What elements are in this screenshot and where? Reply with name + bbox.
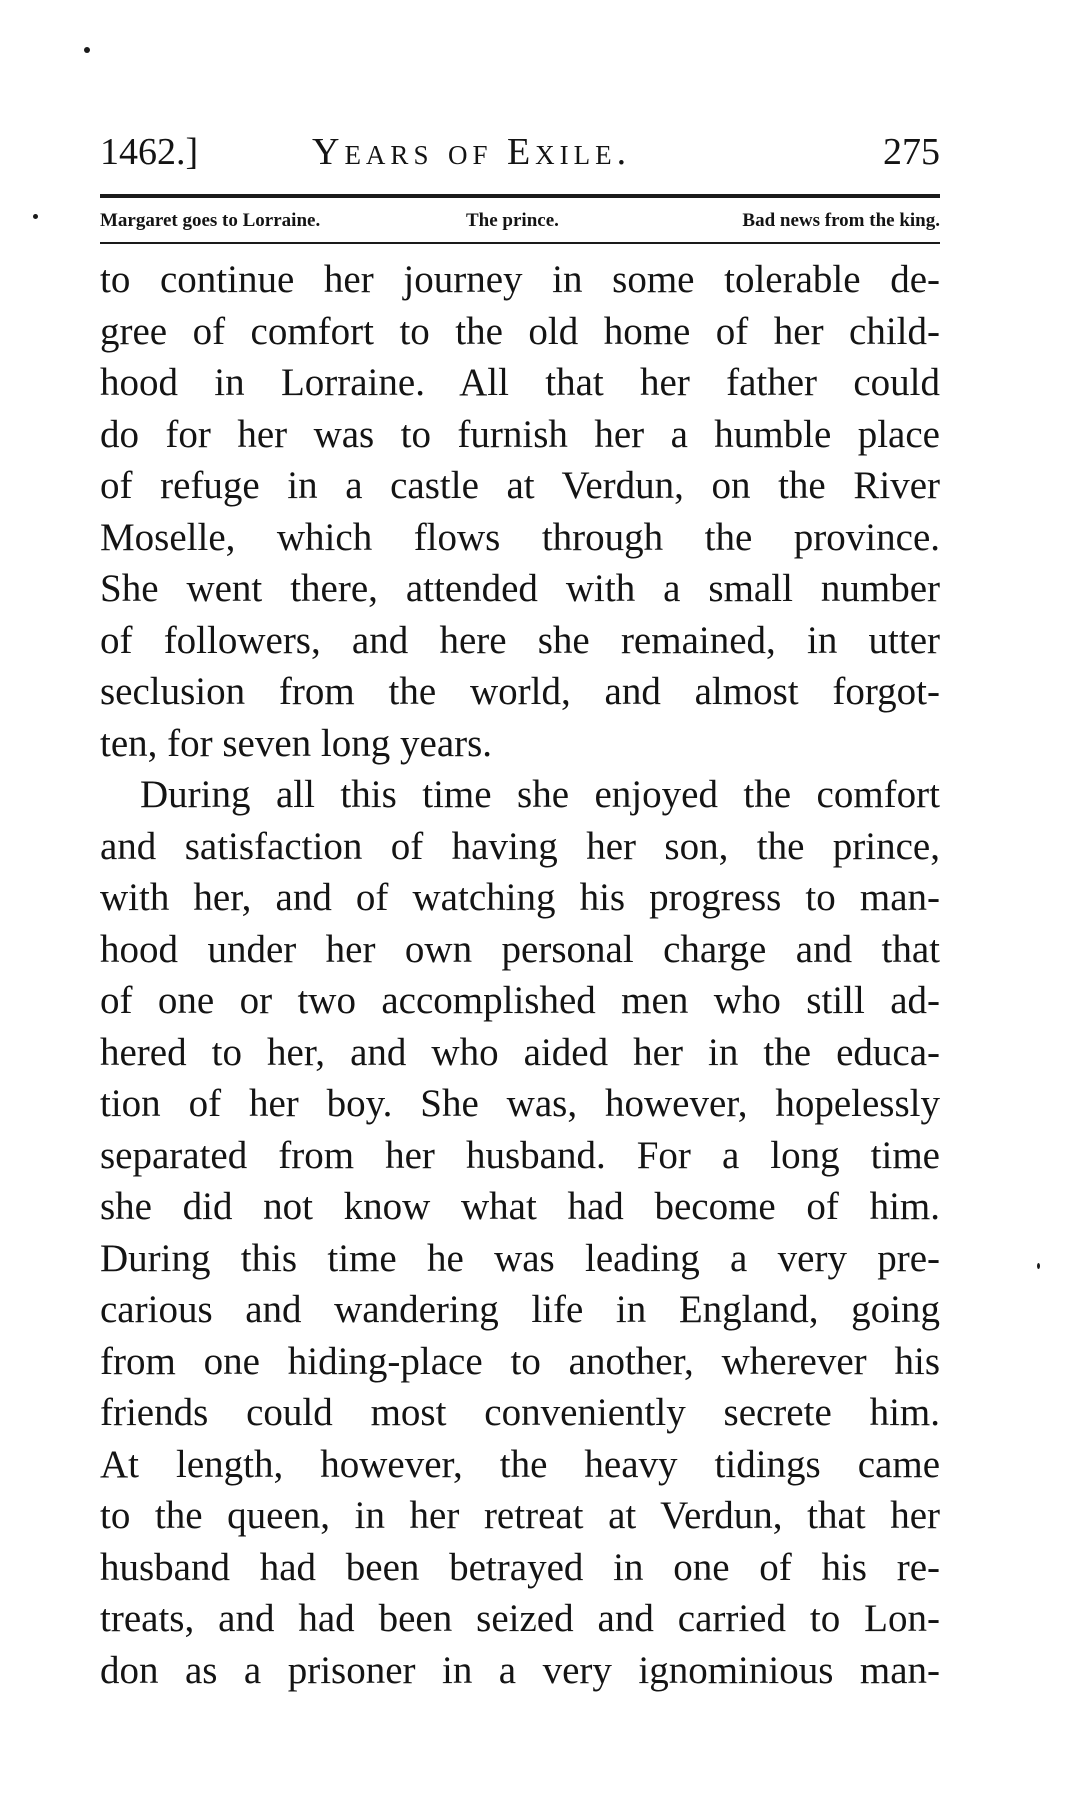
text-line: tion of her boy. She was, however, hopelessly <box>100 1082 940 1125</box>
subject-heading: Bad news from the king. <box>742 210 940 231</box>
text-line: ten, for seven long years. <box>100 721 493 765</box>
text-line: she did not know what had become of him. <box>100 1185 940 1228</box>
ink-speck <box>84 47 90 53</box>
text-line: husband had been betrayed in one of his re- <box>100 1545 940 1589</box>
ink-speck <box>33 214 38 219</box>
text-line: of followers, and here she remained, in utter <box>100 618 940 662</box>
page-number: 275 <box>883 131 940 173</box>
body-text <box>100 254 940 1696</box>
text-line: don as a prisoner in a very ignominious man- <box>100 1648 940 1692</box>
text-line: During all this time she enjoyed the comfort <box>140 773 940 816</box>
text-line: separated from her husband. For a long time <box>100 1133 940 1177</box>
text-line: hood in Lorraine. All that her father could <box>100 361 940 404</box>
text-line: gree of comfort to the old home of her child- <box>100 309 940 353</box>
ink-speck <box>1037 1263 1040 1269</box>
subhead-rule <box>100 242 940 244</box>
header-year: 1462.] <box>100 131 199 173</box>
text-line: to continue her journey in some tolerable de- <box>100 258 940 301</box>
text-line: of one or two accomplished men who still ad- <box>100 979 940 1022</box>
text-line: At length, however, the heavy tidings came <box>100 1442 940 1486</box>
text-line: of refuge in a castle at Verdun, on the River <box>100 464 940 507</box>
text-line: with her, and of watching his progress to man- <box>100 876 940 919</box>
paragraph <box>100 254 940 769</box>
text-line: do for her was to furnish her a humble place <box>100 412 940 456</box>
text-line: treats, and had been seized and carried to Lon- <box>100 1597 940 1640</box>
subject-heading: Margaret goes to Lorraine. <box>100 210 321 231</box>
text-line: friends could most conveniently secrete him. <box>100 1391 940 1434</box>
text-line: Moselle, which flows through the province. <box>100 515 940 559</box>
text-line: and satisfaction of having her son, the prince, <box>100 824 940 868</box>
subject-headings <box>100 206 940 236</box>
text-line: from one hiding-place to another, wherever his <box>100 1339 940 1383</box>
text-line: to the queen, in her retreat at Verdun, that her <box>100 1494 940 1537</box>
text-line: hood under her own personal charge and that <box>100 927 940 971</box>
text-line: hered to her, and who aided her in the educa- <box>100 1030 940 1074</box>
subject-heading: The prince. <box>466 210 559 231</box>
text-line: She went there, attended with a small number <box>100 567 940 610</box>
header-title: Years of Exile. <box>312 131 632 173</box>
running-header <box>100 128 940 176</box>
text-line: During this time he was leading a very pre- <box>100 1236 940 1280</box>
header-rule <box>100 194 940 198</box>
text-line: seclusion from the world, and almost forgot- <box>100 670 940 713</box>
text-line: carious and wandering life in England, going <box>100 1288 940 1331</box>
paragraph <box>100 769 940 1696</box>
